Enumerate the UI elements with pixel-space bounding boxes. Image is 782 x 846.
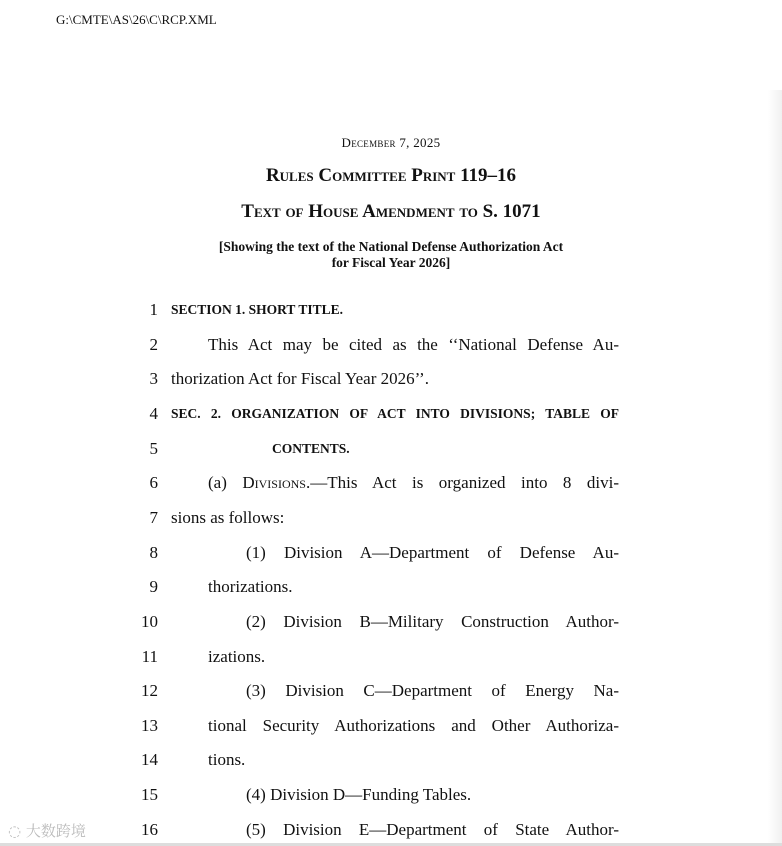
document-line: SEC. 2. ORGANIZATION OF ACT INTO DIVISIONS; TABLE OF xyxy=(171,405,619,421)
document-line: izations. xyxy=(208,646,266,666)
document-line: (4) Division D—Funding Tables. xyxy=(246,785,472,805)
document-line: CONTENTS. xyxy=(272,440,350,456)
title-note-line: [Showing the text of the National Defense Authorization Act xyxy=(218,239,564,254)
line-number: 5 xyxy=(149,438,158,458)
document-line xyxy=(208,473,619,493)
document-line: This Act may be cited as the ‘‘National Defense Au- xyxy=(208,334,619,354)
line-number: 7 xyxy=(149,507,158,527)
line-number: 2 xyxy=(149,334,158,354)
line-text: .—This Act is organized into 8 divi- xyxy=(305,473,619,493)
document-line: (3) Division C—Department of Energy Na- xyxy=(246,681,619,701)
line-number: 11 xyxy=(141,646,158,666)
document-line: (2) Division B—Military Construction Author- xyxy=(246,611,619,631)
line-number: 1 xyxy=(149,300,158,319)
line-number: 10 xyxy=(141,611,158,631)
document-line: thorizations. xyxy=(208,577,293,597)
document-line: SECTION 1. SHORT TITLE. xyxy=(171,302,343,317)
watermark-logo: ◌ 大数跨境 xyxy=(8,822,86,840)
subsection-heading: Divisions xyxy=(242,473,306,493)
file-path: G:\CMTE\AS\26\C\RCP.XML xyxy=(56,12,217,27)
document-date: December 7, 2025 xyxy=(341,135,441,150)
document-line: (5) Division E—Department of State Author- xyxy=(246,819,619,839)
page-edge xyxy=(768,90,782,846)
line-number: 15 xyxy=(141,785,158,805)
document-line: sions as follows: xyxy=(171,507,285,527)
line-number: 8 xyxy=(149,542,158,562)
document-line: thorization Act for Fiscal Year 2026’’. xyxy=(171,369,429,389)
line-number: 9 xyxy=(149,577,158,597)
watermark-text: 大数跨境 xyxy=(25,822,86,840)
line-number: 4 xyxy=(149,403,158,423)
print-title: Rules Committee Print 119–16 xyxy=(265,165,517,186)
document-line: tional Security Authorizations and Other Authoriza- xyxy=(208,715,619,735)
line-number: 3 xyxy=(149,369,158,389)
document-line: tions. xyxy=(208,750,246,770)
line-number: 16 xyxy=(141,819,158,839)
document-line: (1) Division A—Department of Defense Au- xyxy=(246,542,619,562)
line-number: 6 xyxy=(149,473,158,493)
amendment-title: Text of House Amendment to S. 1071 xyxy=(241,201,541,222)
line-number: 12 xyxy=(141,681,158,701)
line-number: 14 xyxy=(141,750,158,770)
title-note-line: for Fiscal Year 2026] xyxy=(331,255,451,270)
title-note xyxy=(0,239,782,271)
line-number: 13 xyxy=(141,715,158,735)
subsection-label: (a) xyxy=(208,473,243,493)
